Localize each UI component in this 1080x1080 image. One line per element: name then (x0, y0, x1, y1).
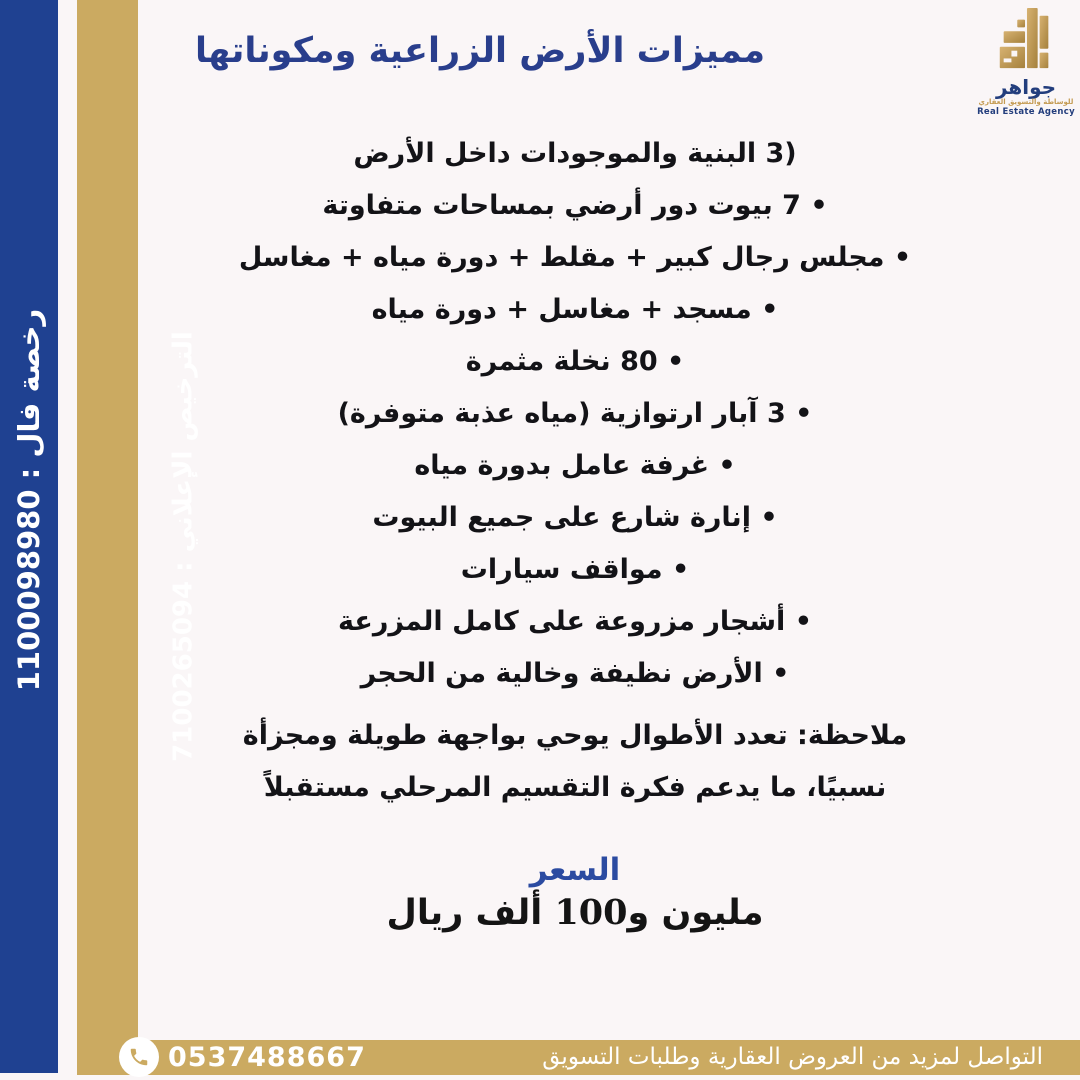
agency-logo (976, 6, 1076, 118)
list-item: • غرفة عامل بدورة مياه (414, 450, 736, 481)
list-item: • 80 نخلة مثمرة (465, 346, 685, 377)
list-item: • إنارة شارع على جميع البيوت (372, 502, 778, 533)
list-item: • أشجار مزروعة على كامل المزرعة (338, 606, 812, 637)
fal-license-text: رخصة فال : 1100098980 (12, 308, 46, 692)
note-line-2: نسبيًا، ما يدعم فكرة التقسيم المرحلي مستقبلاً (263, 772, 887, 803)
list-item: • مسجد + مغاسل + دورة مياه (371, 294, 779, 325)
ad-license-strip (77, 0, 199, 1075)
list-item: • 3 آبار ارتوازية (مياه عذبة متوفرة) (337, 398, 813, 429)
list-item: ‪3)‬ البنية والموجودات داخل الأرض (353, 138, 797, 169)
agency-logo-tagline-english: Real Estate Agency (977, 107, 1075, 117)
note-line-1: ملاحظة: تعدد الأطوال يوحي بواجهة طويلة ومجزأة (242, 720, 908, 751)
list-item: • مجلس رجال كبير + مقلط + دورة مياه + مغاسل (238, 242, 912, 273)
agency-logo-tagline-arabic: للوساطة والتسويق العقاري (978, 98, 1074, 106)
phone-icon (119, 1037, 159, 1077)
list-item: • 7 بيوت دور أرضي بمساحات متفاوتة (322, 190, 828, 221)
fal-license-strip (0, 0, 58, 1073)
footer-message: التواصل لمزيد من العروض العقارية وطلبات التسويق (542, 1044, 1043, 1070)
agency-logo-name: جواهر (995, 75, 1057, 99)
price-label: السعر (529, 852, 621, 888)
price-value: مليون و100 ألف ريال (386, 892, 764, 933)
list-item: • مواقف سيارات (460, 554, 690, 585)
list-item: • الأرض نظيفة وخالية من الحجر (360, 658, 790, 689)
ad-license-text: الترخيص الإعلاني : 7100265094 (168, 331, 199, 762)
footer-phone-number: 0537488667 (168, 1042, 366, 1073)
page-title: مميزات الأرض الزراعية ومكوناتها (194, 31, 766, 71)
agency-logo-mark-icon (976, 6, 1076, 74)
features-list (140, 128, 1010, 814)
